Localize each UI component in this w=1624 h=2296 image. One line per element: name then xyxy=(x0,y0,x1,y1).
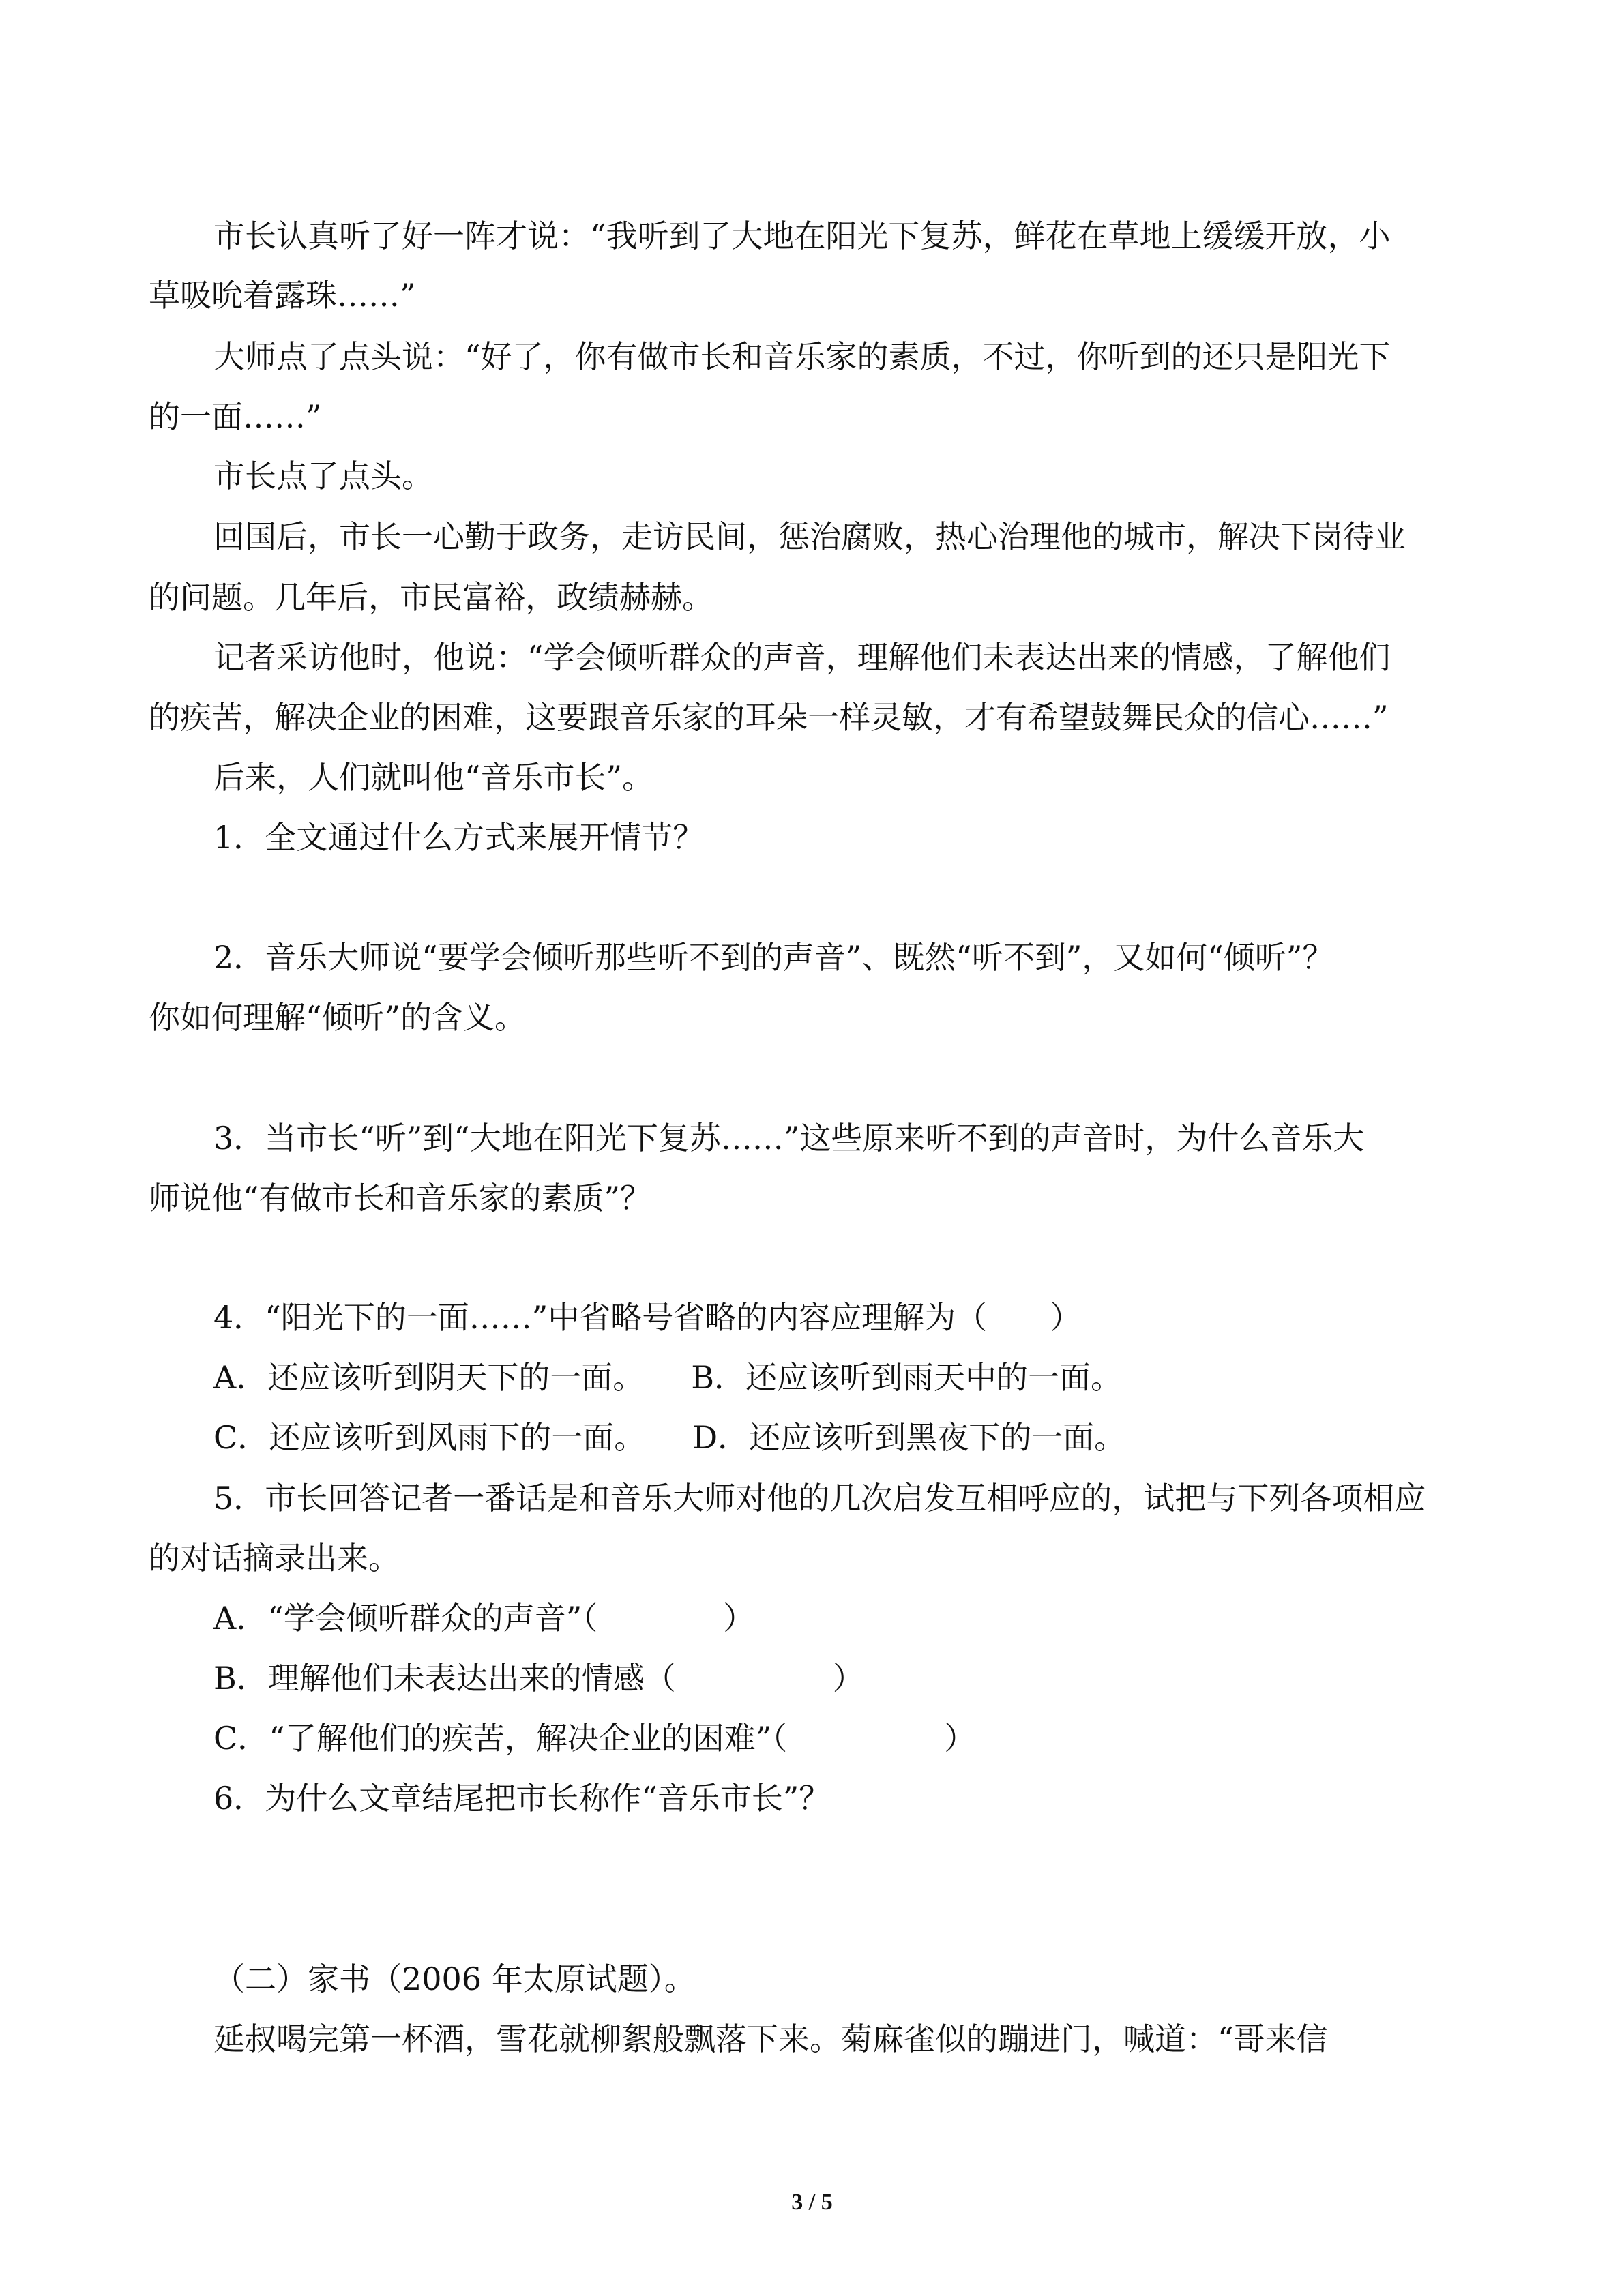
question-5: 5．市长回答记者一番话是和音乐大师对他的几次启发互相呼应的，试把与下列各项相应 xyxy=(213,1480,1426,1517)
question-3-continued: 师说他“有做市长和音乐家的素质”？ xyxy=(149,1180,652,1217)
paragraph-line: 草吸吮着露珠……” xyxy=(149,277,416,314)
question-5-item-b: B．理解他们未表达出来的情感（ ） xyxy=(213,1660,864,1697)
question-5-item-c: C．“了解他们的疾苦，解决企业的困难”（ ） xyxy=(213,1720,976,1757)
paragraph-line: 的一面……” xyxy=(149,398,322,435)
question-5-continued: 的对话摘录出来。 xyxy=(149,1540,400,1577)
question-3: 3．当市长“听”到“大地在阳光下复苏……”这些原来听不到的声音时，为什么音乐大 xyxy=(213,1120,1365,1157)
paragraph-line: 记者采访他时，他说：“学会倾听群众的声音，理解他们未表达出来的情感，了解他们 xyxy=(213,639,1391,676)
page-number: 3 / 5 xyxy=(791,2190,833,2215)
question-2-continued: 你如何理解“倾听”的含义。 xyxy=(149,999,527,1036)
section-heading: （二）家书（2006 年太原试题）。 xyxy=(213,1960,696,1997)
question-6: 6．为什么文章结尾把市长称作“音乐市长”？ xyxy=(213,1780,831,1817)
paragraph-line: 后来，人们就叫他“音乐市长”。 xyxy=(213,759,654,796)
question-4: 4．“阳光下的一面……”中省略号省略的内容应理解为（ ） xyxy=(213,1299,1082,1336)
paragraph-line: 回国后，市长一心勤于政务，走访民间，惩治腐败，热心治理他的城市，解决下岗待业 xyxy=(213,518,1406,555)
paragraph-line: 市长点了点头。 xyxy=(213,458,433,494)
question-1: 1．全文通过什么方式来展开情节？ xyxy=(213,819,705,856)
paragraph-line: 延叔喝完第一杯酒，雪花就柳絮般飘落下来。菊麻雀似的蹦进门，喊道：“哥来信 xyxy=(213,2021,1328,2057)
paragraph-line: 的疾苦，解决企业的困难，这要跟音乐家的耳朵一样灵敏，才有希望鼓舞民众的信心……” xyxy=(149,699,1389,736)
question-5-item-a: A．“学会倾听群众的声音”（ ） xyxy=(213,1600,755,1637)
paragraph-line: 市长认真听了好一阵才说：“我听到了大地在阳光下复苏，鲜花在草地上缓缓开放，小 xyxy=(213,218,1391,254)
paragraph-line: 大师点了点头说：“好了，你有做市长和音乐家的素质，不过，你听到的还只是阳光下 xyxy=(213,338,1391,375)
question-4-options-cd: C．还应该听到风雨下的一面。 D．还应该听到黑夜下的一面。 xyxy=(213,1419,1126,1456)
question-2: 2．音乐大师说“要学会倾听那些听不到的声音”、既然“听不到”，又如何“倾听”？ xyxy=(213,939,1334,976)
question-4-options-ab: A．还应该听到阴天下的一面。 B．还应该听到雨天中的一面。 xyxy=(213,1359,1123,1396)
paragraph-line: 的问题。几年后，市民富裕，政绩赫赫。 xyxy=(149,579,713,616)
